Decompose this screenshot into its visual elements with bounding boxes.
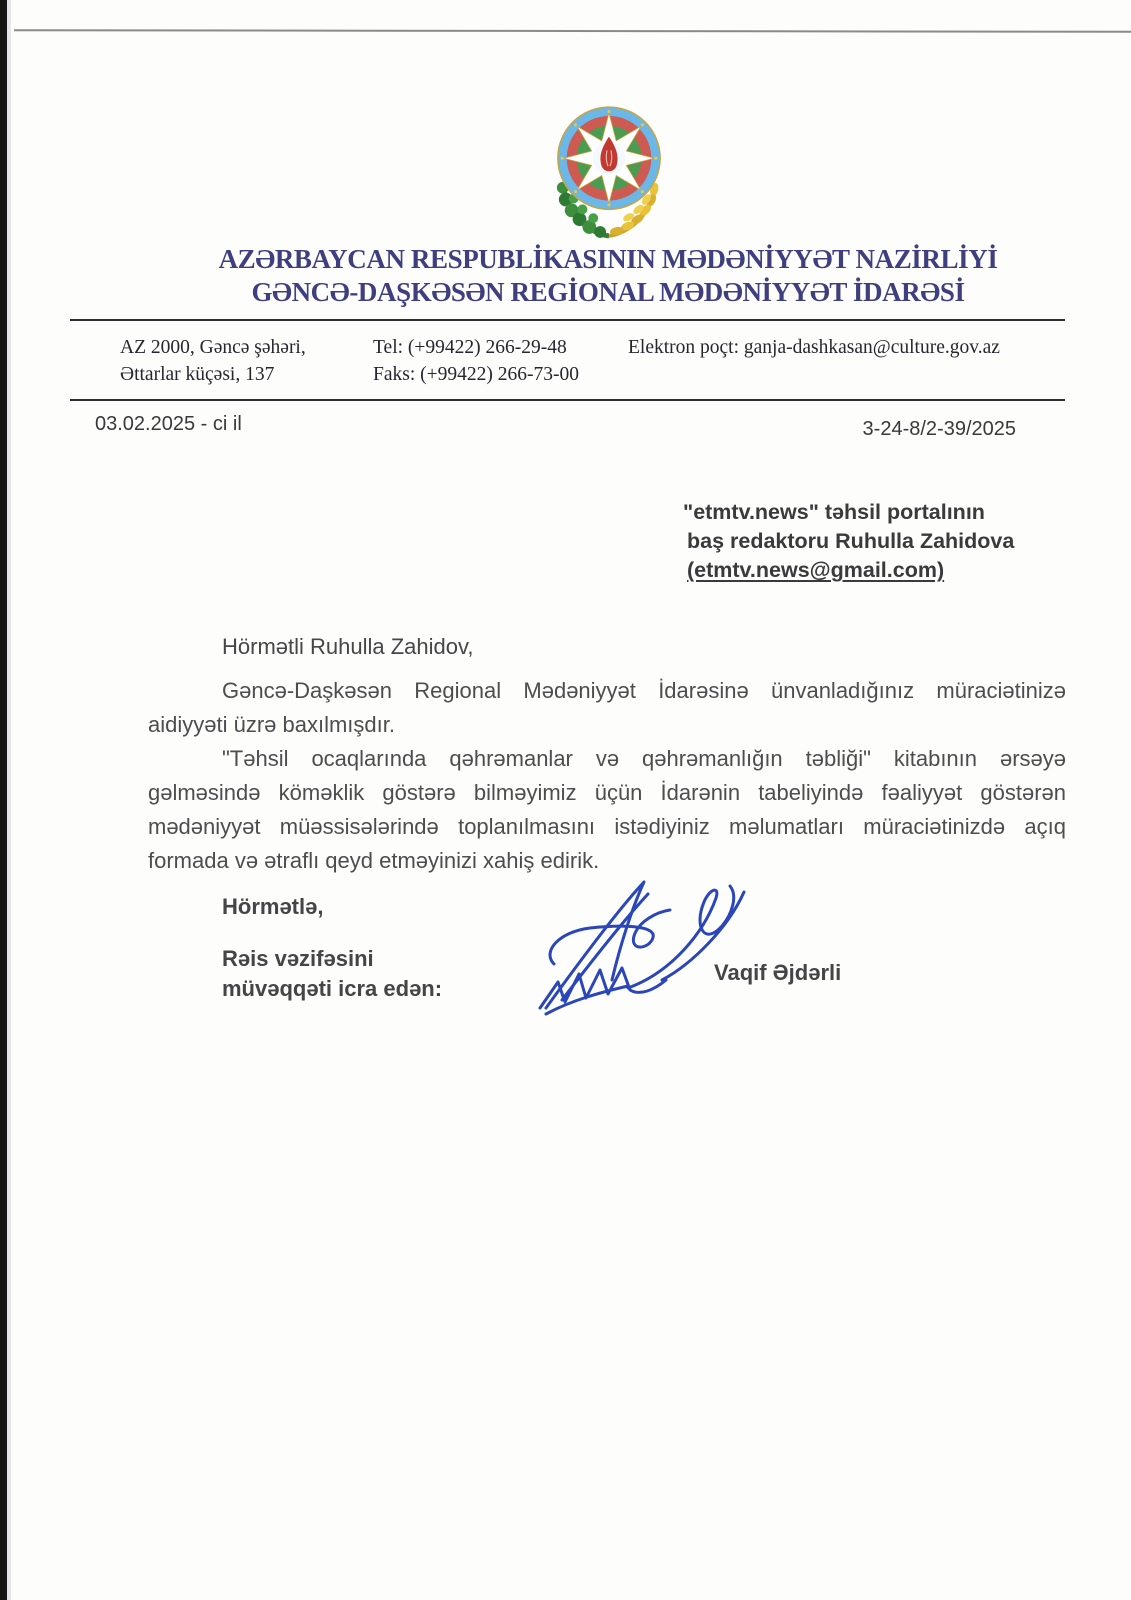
recipient-line2: baş redaktoru Ruhulla Zahidova [687, 529, 1015, 553]
address-line2: Əttarlar küçəsi, 137 [120, 364, 275, 385]
recipient-line1: "etmtv.news" təhsil portalının [683, 500, 985, 524]
salutation: Hörmətli Ruhulla Zahidov, [222, 634, 474, 659]
phone-block [373, 334, 579, 388]
azerbaijan-emblem-icon [550, 100, 668, 242]
scan-line-artifact [14, 29, 1131, 33]
recipient-email: (etmtv.news@gmail.com) [687, 558, 945, 582]
scan-edge-shadow [7, 0, 11, 1600]
address-line1: AZ 2000, Gəncə şəhəri, [120, 337, 306, 358]
letter-body [148, 674, 1066, 878]
body-paragraph-2: "Təhsil ocaqlarında qəhrəmanlar və qəhrəmanlığın təbliği" kitabının ərsəyə gəlməsində köməklik göstərə bilməyimiz üçün İdarənin tabeliyində fəaliyyət göstərən mədəniyyət müəssisələrində toplanılmasını istədiyiniz məlumatları müraciətinizdə açıq formada və ətraflı qeyd etməyinizi xahiş edirik. [148, 746, 1066, 873]
reference-number: 3-24-8/2-39/2025 [862, 418, 1016, 440]
email-block [628, 334, 1000, 361]
scan-edge-artifact [0, 0, 7, 1600]
header-rule-bottom [70, 399, 1065, 401]
signer-role-line2: müvəqqəti icra edən: [222, 976, 443, 1001]
fax-line: Faks: (+99422) 266-73-00 [373, 364, 579, 385]
recipient-block [683, 498, 1014, 585]
signer-role [222, 944, 442, 1004]
email-line: Elektron poçt: ganja-dashkasan@culture.gov.az [628, 337, 1000, 358]
address-block [120, 334, 306, 388]
closing-regards: Hörmətlə, [222, 894, 324, 919]
header-rule-top [70, 319, 1065, 321]
tel-line: Tel: (+99422) 266-29-48 [373, 337, 567, 358]
letter-date: 03.02.2025 - ci il [95, 413, 242, 435]
handwritten-signature [532, 868, 760, 1018]
signer-role-line1: Rəis vəzifəsini [222, 946, 374, 971]
org-title-line1: AZƏRBAYCAN RESPUBLİKASININ MƏDƏNİYYƏT NAZİRLİYİ [218, 244, 998, 274]
org-title-line2: GƏNCƏ-DAŞKƏSƏN REGİONAL MƏDƏNİYYƏT İDARƏSİ [251, 277, 965, 307]
body-paragraph-1: Gəncə-Daşkəsən Regional Mədəniyyət İdarəsinə ünvanladığınız müraciətinizə aidiyyəti üzrə baxılmışdır. [148, 678, 1066, 737]
signer-name: Vaqif Əjdərli [714, 960, 842, 985]
